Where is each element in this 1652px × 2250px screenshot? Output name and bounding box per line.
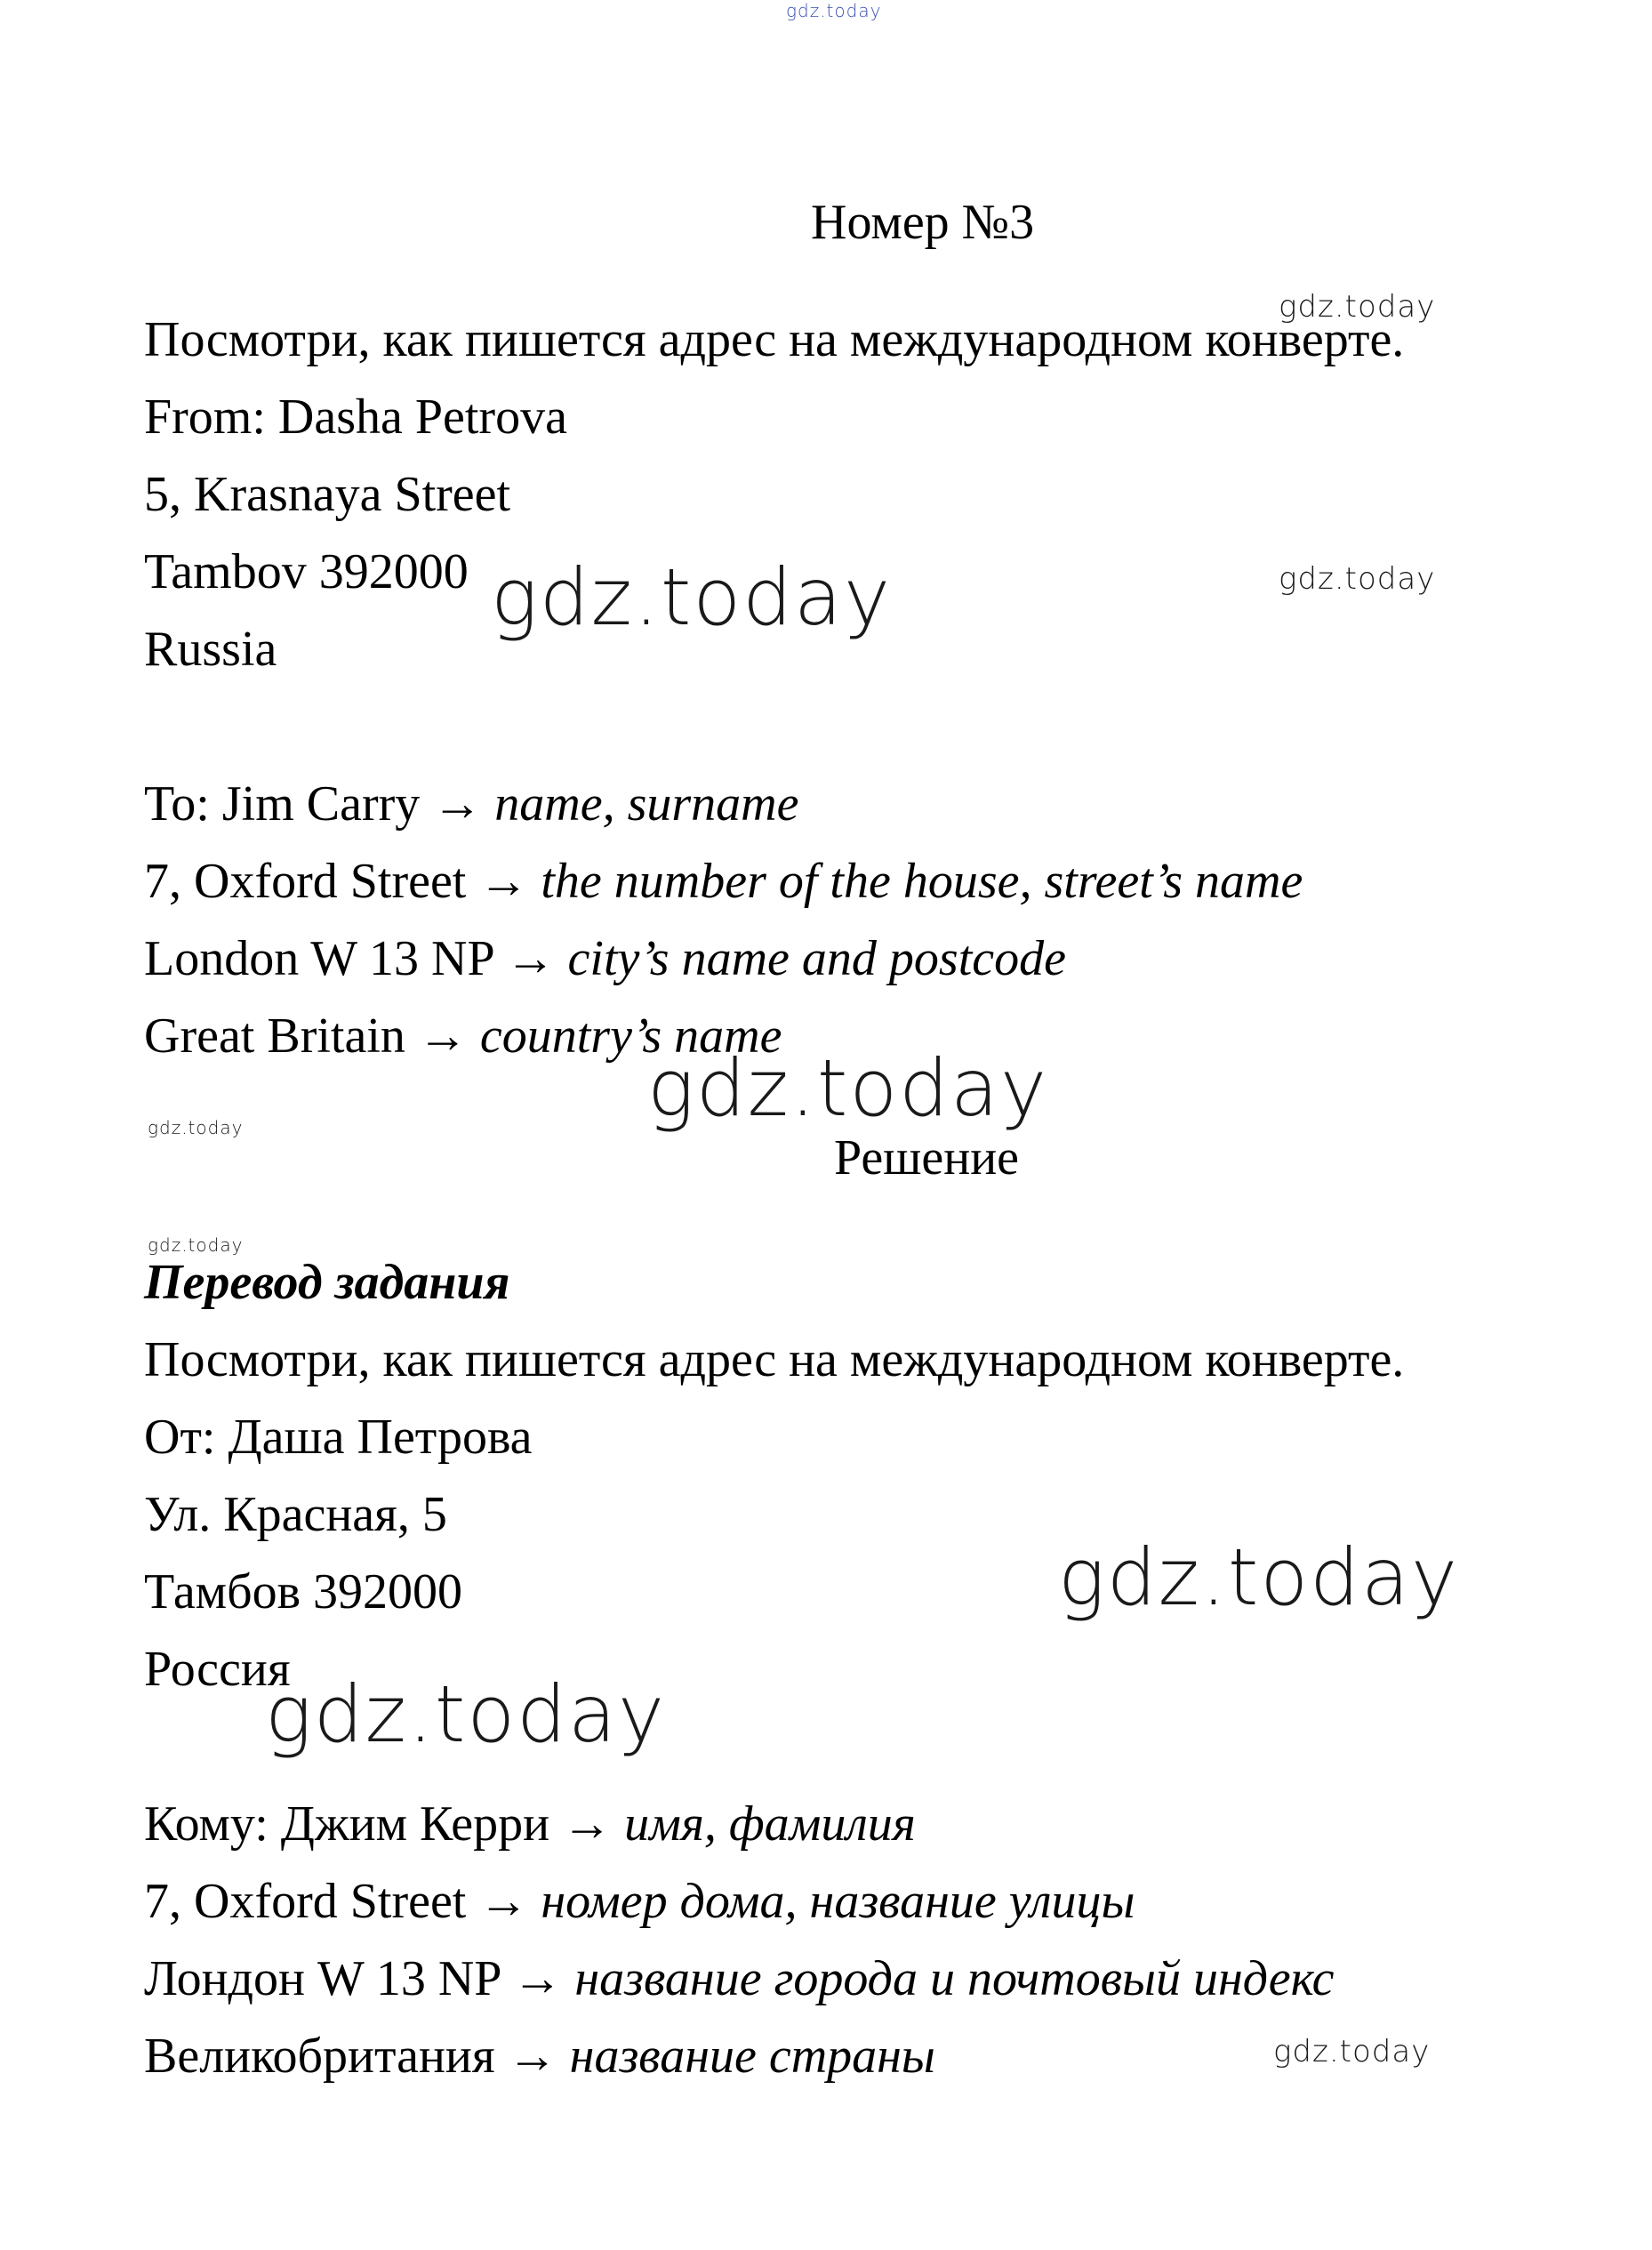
- translation-instruction: Посмотри, как пишется адрес на международном конверте.: [144, 1332, 1405, 1387]
- to-line-note: название города и почтовый индекс: [574, 1951, 1335, 2006]
- from-line: Russia: [144, 622, 277, 677]
- watermark-logo: gdz.today: [1279, 561, 1436, 597]
- to-line-text: Кому: Джим Керри →: [144, 1796, 625, 1852]
- translation-heading: Перевод задания: [144, 1255, 510, 1310]
- watermark-logo: gdz.today: [1279, 289, 1436, 325]
- from-line: From: Dasha Petrova: [144, 390, 567, 445]
- watermark-logo: gdz.today: [491, 551, 893, 643]
- to-line-note: country’s name: [479, 1008, 782, 1064]
- watermark-logo: gdz.today: [647, 1042, 1049, 1134]
- to-line-text: Лондон W 13 NP →: [144, 1951, 575, 2006]
- watermark-logo: gdz.today: [1058, 1531, 1460, 1623]
- page-title: Номер №3: [811, 195, 1035, 250]
- to-line-note: имя, фамилия: [624, 1796, 916, 1852]
- to-line: [144, 776, 799, 832]
- to-line: [144, 1796, 916, 1852]
- from-line: От: Даша Петрова: [144, 1410, 533, 1465]
- to-line-text: To: Jim Carry →: [144, 776, 495, 832]
- to-line-note: название страны: [569, 2029, 935, 2084]
- solution-heading: Решение: [834, 1130, 1020, 1185]
- to-line: [144, 2029, 935, 2084]
- to-line: [144, 931, 1066, 986]
- to-line: [144, 1008, 782, 1064]
- to-line: [144, 854, 1303, 909]
- watermark-logo: gdz.today: [1273, 2034, 1431, 2069]
- to-line-text: 7, Oxford Street →: [144, 1874, 541, 1929]
- from-line: Ул. Красная, 5: [144, 1487, 447, 1542]
- to-line-note: the number of the house, street’s name: [541, 854, 1303, 909]
- to-line-note: name, surname: [494, 776, 799, 832]
- from-line: Тамбов 392000: [144, 1564, 463, 1619]
- to-line-text: London W 13 NP →: [144, 931, 568, 986]
- task-instruction: Посмотри, как пишется адрес на международном конверте.: [144, 312, 1405, 367]
- watermark-logo: gdz.today: [148, 1117, 244, 1138]
- watermark-logo: gdz.today: [265, 1668, 667, 1760]
- to-line-text: Великобритания →: [144, 2029, 570, 2084]
- from-line: Россия: [144, 1642, 291, 1697]
- to-line-note: city’s name and postcode: [567, 931, 1066, 986]
- from-line: Tambov 392000: [144, 544, 469, 599]
- to-line-text: 7, Oxford Street →: [144, 854, 541, 909]
- to-line: [144, 1951, 1335, 2006]
- to-line: [144, 1874, 1135, 1929]
- from-line: 5, Krasnaya Street: [144, 467, 511, 522]
- to-line-text: Great Britain →: [144, 1008, 480, 1064]
- to-line-note: номер дома, название улицы: [541, 1874, 1135, 1929]
- watermark-logo: gdz.today: [786, 0, 882, 21]
- watermark-logo: gdz.today: [148, 1234, 244, 1256]
